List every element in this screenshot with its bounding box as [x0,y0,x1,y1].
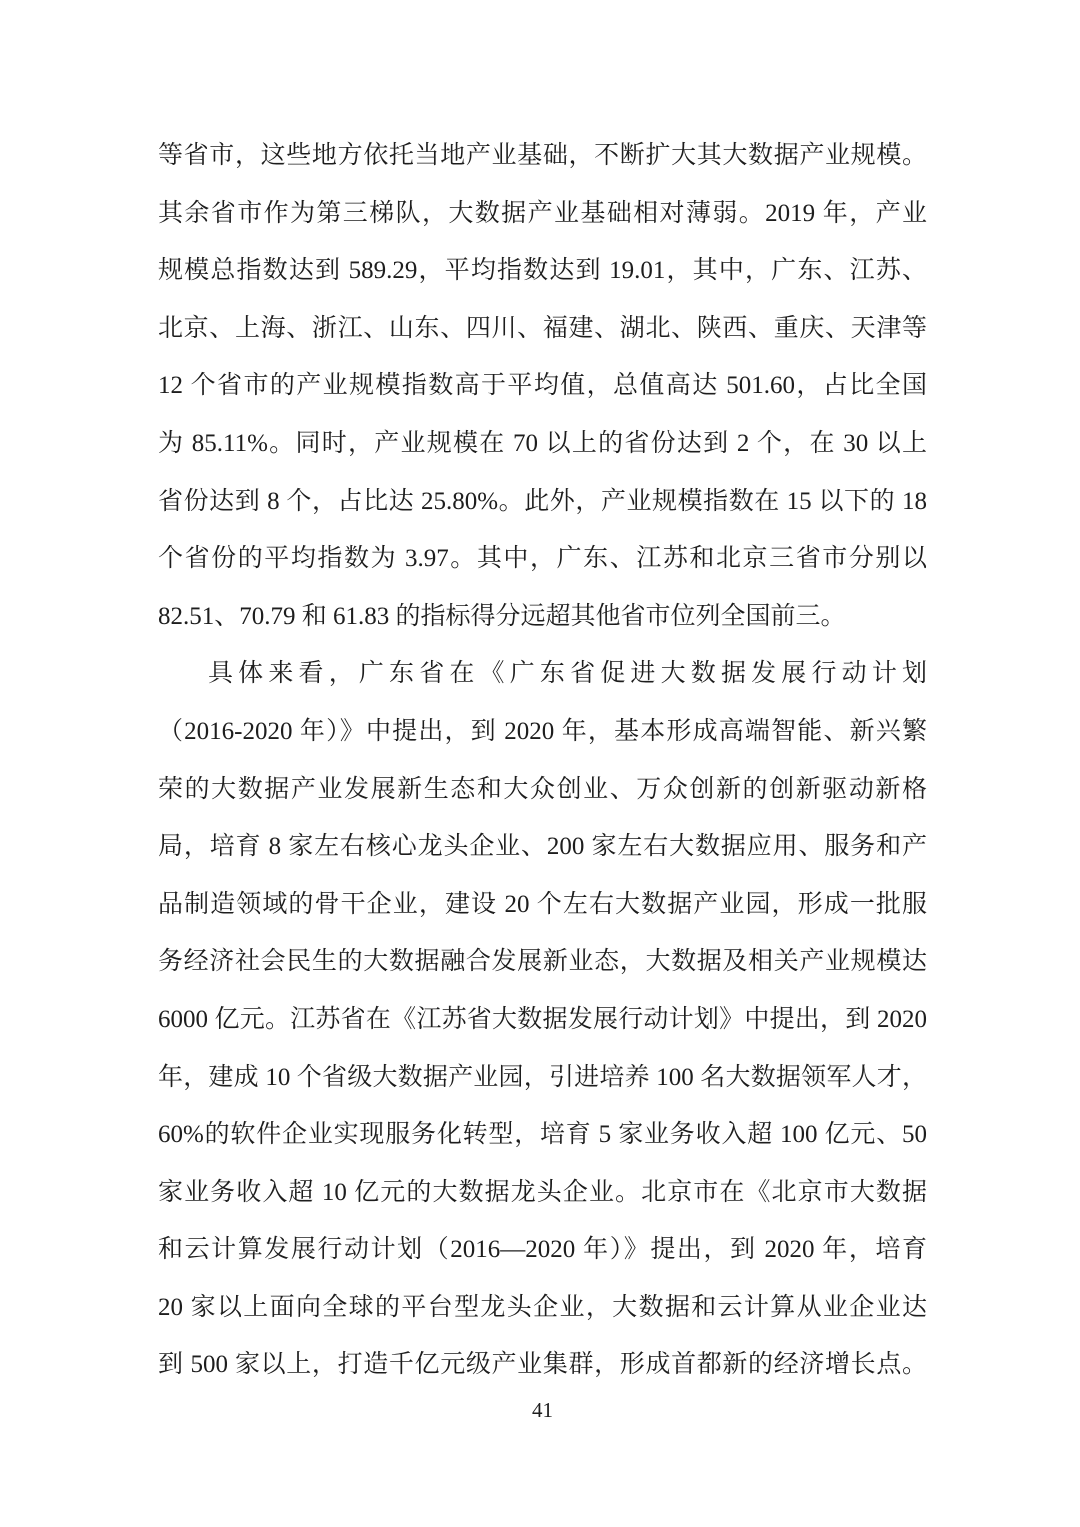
text-line: 务经济社会民生的大数据融合发展新业态，大数据及相关产业规模达 [158,948,927,976]
text-line: 规模总指数达到 589.29，平均指数达到 19.01，其中，广东、江苏、 [158,257,927,285]
text-line: 等省市，这些地方依托当地产业基础，不断扩大其大数据产业规模。 [158,142,927,169]
text-block [158,127,927,1394]
text-line: 其余省市作为第三梯队，大数据产业基础相对薄弱。2019 年，产业 [158,199,927,227]
text-line: 个省份的平均指数为 3.97。其中，广东、江苏和北京三省市分别以 [158,545,927,573]
text-line: 北京、上海、浙江、山东、四川、福建、湖北、陕西、重庆、天津等 [158,314,927,342]
text-line: 荣的大数据产业发展新生态和大众创业、万众创新的创新驱动新格 [158,775,927,803]
text-line: 和云计算发展行动计划（2016—2020 年）》提出，到 2020 年，培育 [158,1236,927,1264]
text-line: 6000 亿元。江苏省在《江苏省大数据发展行动计划》中提出，到 2020 [158,1005,927,1033]
page-number: 41 [532,1398,553,1423]
text-line: 20 家以上面向全球的平台型龙头企业，大数据和云计算从业企业达 [158,1293,927,1321]
text-line: 具体来看，广东省在《广东省促进大数据发展行动计划 [208,660,927,688]
text-line: 年，建成 10 个省级大数据产业园，引进培养 100 名大数据领军人才， [158,1063,927,1091]
text-line: 家业务收入超 10 亿元的大数据龙头企业。北京市在《北京市大数据 [158,1178,927,1206]
text-line: 到 500 家以上，打造千亿元级产业集群，形成首都新的经济增长点。 [158,1351,927,1379]
text-line: 82.51、70.79 和 61.83 的指标得分远超其他省市位列全国前三。 [158,602,846,630]
text-line: 为 85.11%。同时，产业规模在 70 以上的省份达到 2 个，在 30 以上 [158,429,927,457]
text-line: 省份达到 8 个，占比达 25.80%。此外，产业规模指数在 15 以下的 18 [158,487,927,515]
text-line: （2016-2020 年）》中提出，到 2020 年，基本形成高端智能、新兴繁 [158,717,927,745]
text-line: 60%的软件企业实现服务化转型，培育 5 家业务收入超 100 亿元、50 [158,1121,927,1149]
text-line: 局，培育 8 家左右核心龙头企业、200 家左右大数据应用、服务和产 [158,833,927,861]
text-line: 品制造领域的骨干企业，建设 20 个左右大数据产业园，形成一批服 [158,890,927,918]
text-line: 12 个省市的产业规模指数高于平均值，总值高达 501.60，占比全国 [158,372,927,400]
